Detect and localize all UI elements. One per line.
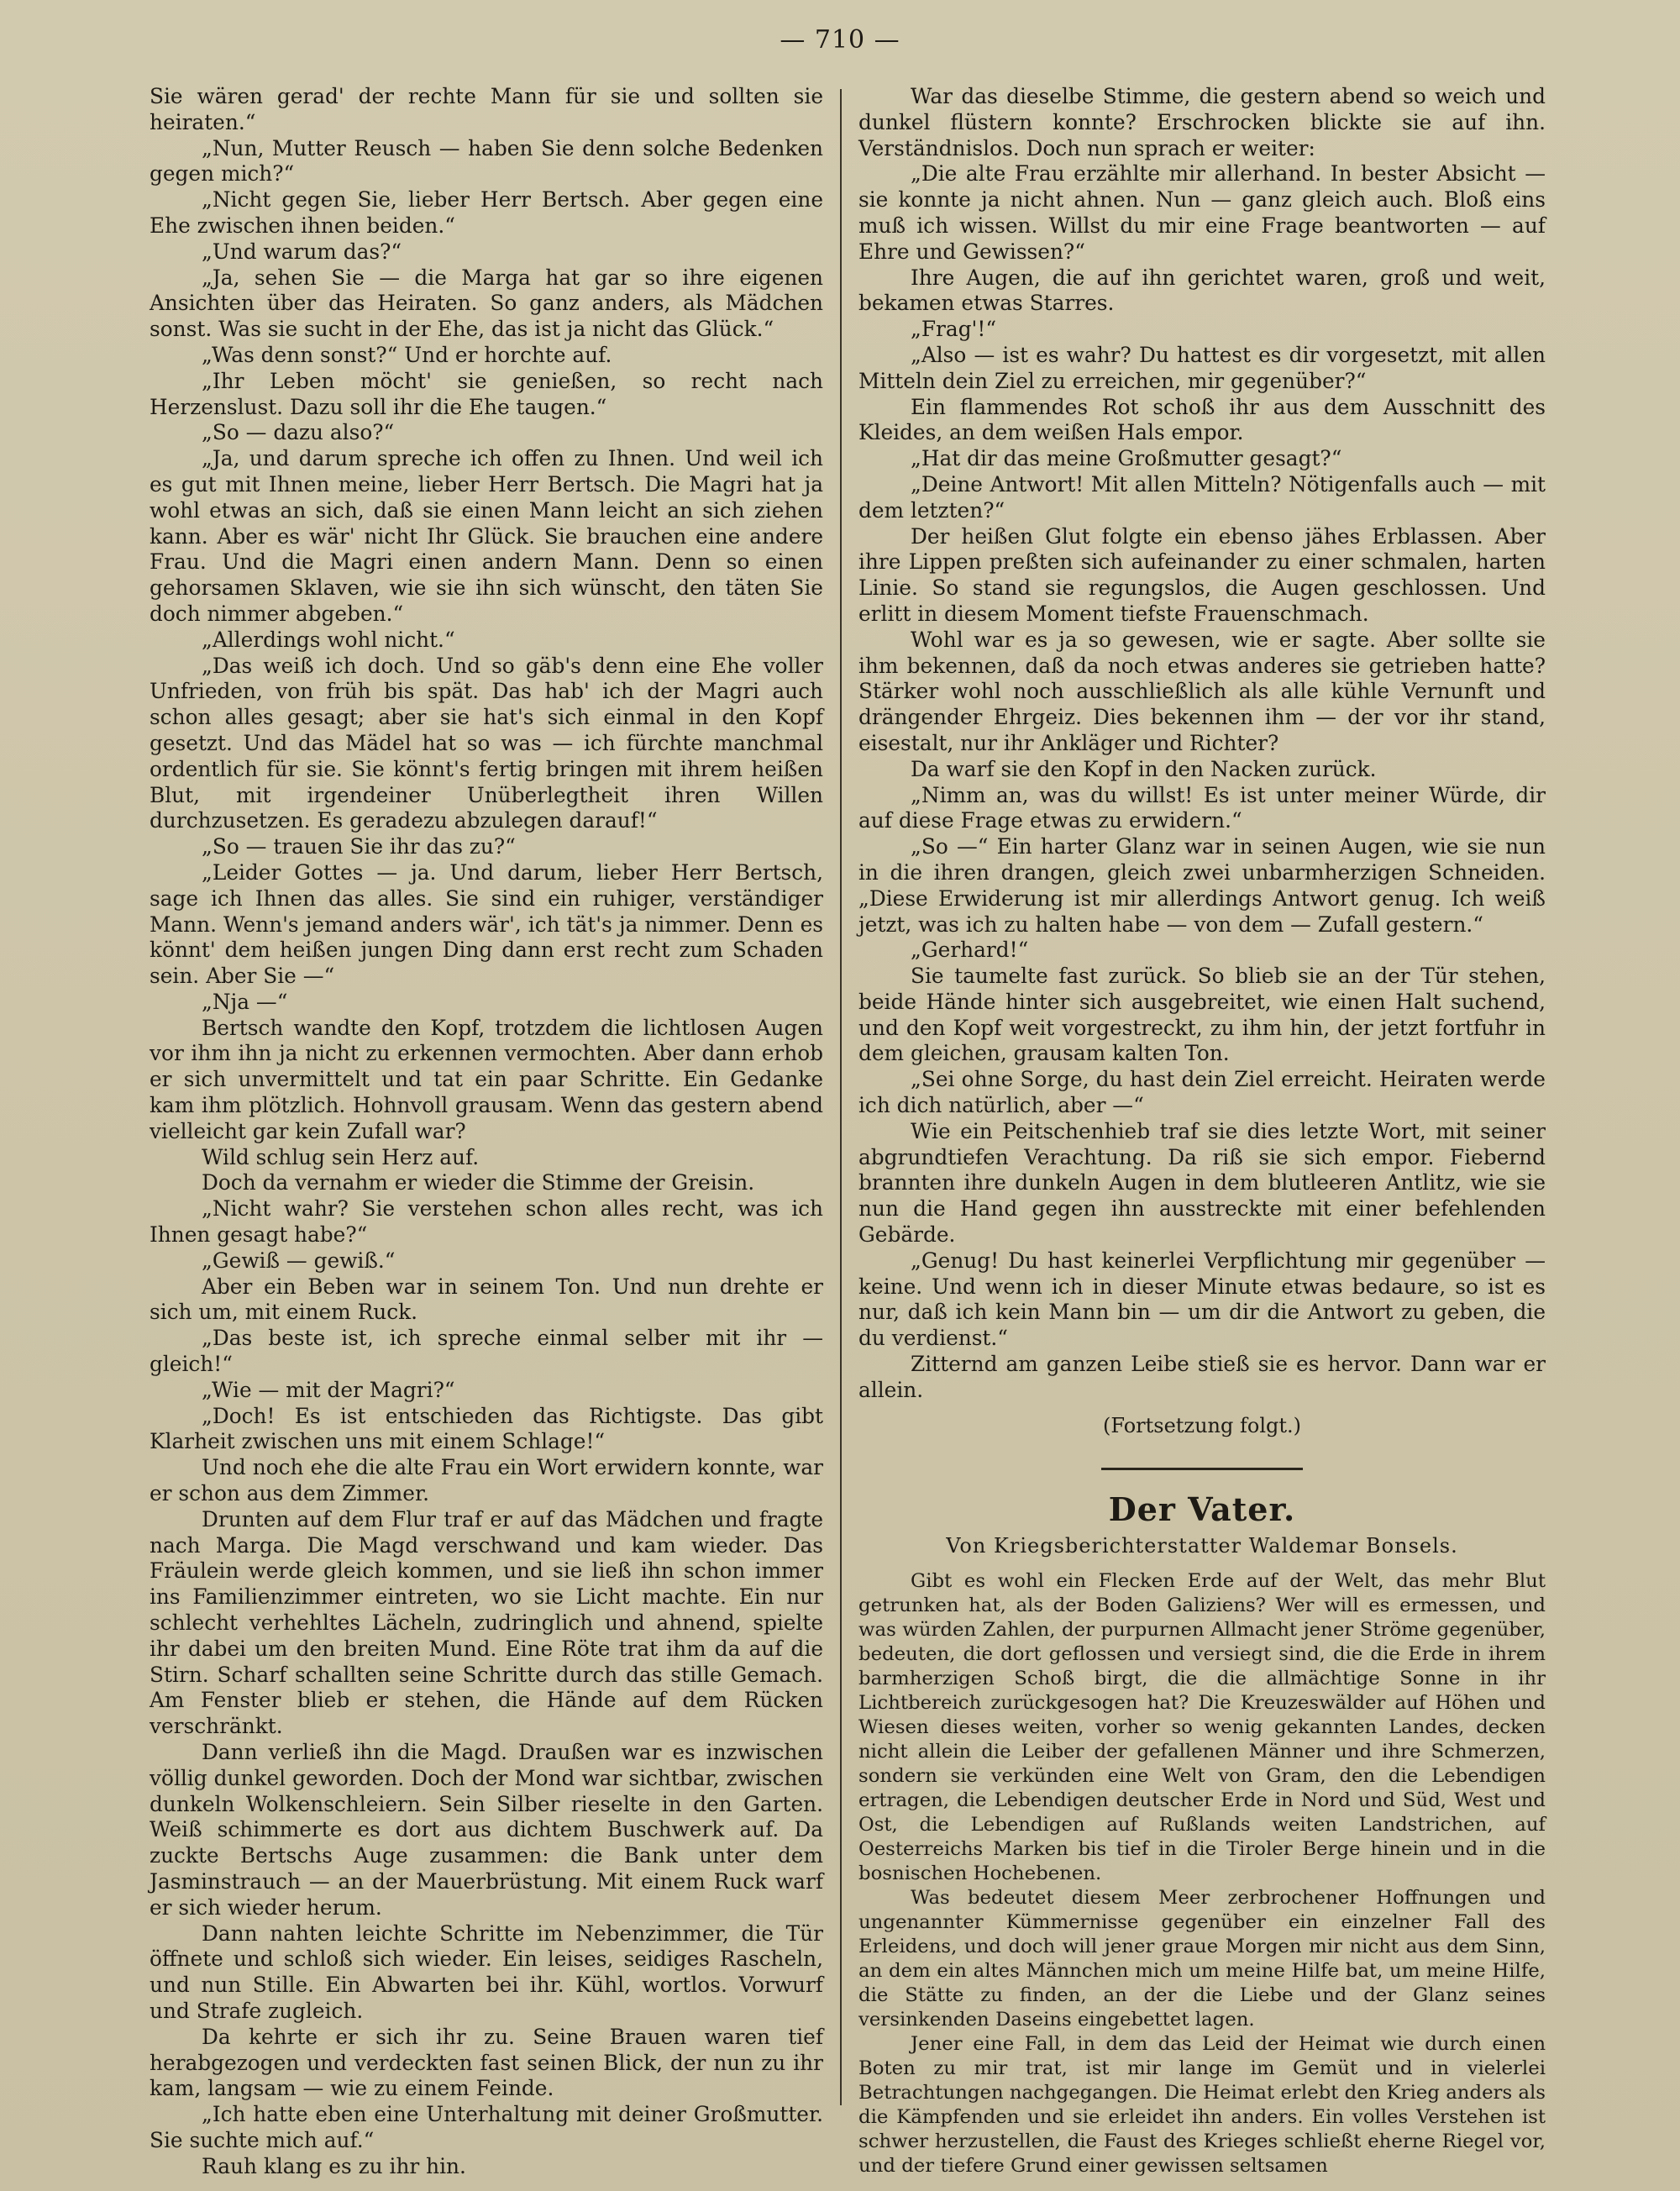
paragraph: „Frag'!“: [911, 317, 997, 342]
paragraph: Aber ein Beben war in seinem Ton. Und nun drehte er sich um, mit einem Ruck.: [150, 1274, 823, 1325]
paragraph: Gibt es wohl ein Flecken Erde auf der Welt, das mehr Blut getrunken hat, als der Boden Galiziens? Wer will es ermessen, und was würden Zahlen, der purpurnen Allmacht jener Ströme gegenüber, bedeuten, die dort geflossen und versiegt sind, die die Erde in ihrem barmherzigen Schoß birgt, die die allmächtige Sonne in ihr Lichtbereich zurückgesogen hat? Die Kreuzeswälder auf Höhen und Wiesen dieses weiten, vorher so wenig gekannten Landes, decken nicht allein die Leiber der gefallenen Männer und ihre Schmerzen, sondern sie verkünden eine Welt von Gram, den die Lebendigen ertragen, die Lebendigen deutscher Erde in Nord und Süd, West und Ost, die Lebendigen auf Rußlands weiten Landstrichen, auf Oesterreichs Marken bis tief in die Tiroler Berge hinein und in die bosnischen Hochebenen.: [858, 1569, 1546, 1884]
paragraph: „Nimm an, was du willst! Es ist unter meiner Würde, dir auf diese Frage etwas zu erwidern.“: [858, 782, 1546, 833]
paragraph: Wohl war es ja so gewesen, wie er sagte. Aber sollte sie ihm bekennen, daß da noch etwas anderes sie getrieben hatte? Stärker wohl noch ausschließlich als alle kühle Vernunft und drängender Ehrgeiz. Dies bekennen ihm — der vor ihr stand, eisestalt, nur ihr Ankläger und Richter?: [858, 627, 1546, 755]
paragraph: Da warf sie den Kopf in den Nacken zurück.: [911, 756, 1377, 781]
paragraph: „So — trauen Sie ihr das zu?“: [202, 834, 516, 859]
paragraph: Sie wären gerad' der rechte Mann für sie und sollten sie heiraten.“: [150, 84, 823, 134]
paragraph: „Genug! Du hast keinerlei Verpflichtung mir gegenüber — keine. Und wenn ich in dieser Minute etwas bedaure, so ist es nur, daß ich kein Mann bin — um dir die Antwort zu geben, die du verdienst.“: [858, 1248, 1546, 1351]
article-body: [858, 1569, 1546, 2178]
paragraph: „Nja —“: [202, 989, 288, 1014]
paragraph: „Ich hatte eben eine Unterhaltung mit deiner Großmutter. Sie suchte mich auf.“: [150, 2102, 823, 2152]
paragraph: „Ja, und darum spreche ich offen zu Ihnen. Und weil ich es gut mit Ihnen meine, lieber Herr Bertsch. Die Magri hat ja wohl etwas an sich, daß sie einen Mann leicht an sich ziehen kann. Aber es wär' nicht Ihr Glück. Sie brauchen eine andere Frau. Und die Magri einen andern Mann. Denn so einen gehorsamen Sklaven, wie sie ihn sich wünscht, den täten Sie doch nimmer abgeben.“: [150, 446, 823, 626]
paragraph: „Die alte Frau erzählte mir allerhand. In bester Absicht — sie konnte ja nicht ahnen. Nun — ganz gleich auch. Bloß eins muß ich wissen. Willst du mir eine Frage beantworten — auf Ehre und Gewissen?“: [858, 161, 1546, 264]
paragraph: „Sei ohne Sorge, du hast dein Ziel erreicht. Heiraten werde ich dich natürlich, aber —“: [858, 1067, 1546, 1118]
paragraph: Drunten auf dem Flur traf er auf das Mädchen und fragte nach Marga. Die Magd verschwand und kam wieder. Das Fräulein werde gleich kommen, und sie ließ ihn schon immer ins Familienzimmer eintreten, wo sie Licht machte. Ein nur schlecht verhehltes Lächeln, zudringlich und ahnend, spielte ihr dabei um den breiten Mund. Eine Röte trat ihm da auf die Stirn. Scharf schallten seine Schritte durch das stille Gemach. Am Fenster blieb er stehen, die Hände auf dem Rücken verschränkt.: [150, 1506, 823, 1739]
paragraph: „Ja, sehen Sie — die Marga hat gar so ihre eigenen Ansichten über das Heiraten. So ganz anders, als Mädchen sonst. Was sie sucht in der Ehe, das ist ja nicht das Glück.“: [150, 265, 823, 342]
paragraph: Wild schlug sein Herz auf.: [202, 1144, 480, 1169]
paragraph: „Nicht wahr? Sie verstehen schon alles recht, was ich Ihnen gesagt habe?“: [150, 1196, 823, 1248]
paragraph: Rauh klang es zu ihr hin.: [202, 2153, 466, 2178]
paragraph: „Gewiß — gewiß.“: [202, 1248, 396, 1273]
paragraph: „Ihr Leben möcht' sie genießen, so recht nach Herzenslust. Dazu soll ihr die Ehe taugen.“: [150, 368, 823, 419]
paragraph: Doch da vernahm er wieder die Stimme der Greisin.: [202, 1170, 755, 1195]
paragraph: Dann nahten leichte Schritte im Nebenzimmer, die Tür öffnete und schloß sich wieder. Ein leises, seidiges Rascheln, und nun Stille. Ein Abwarten bei ihr. Kühl, wortlos. Vorwurf und Strafe zugleich.: [150, 1920, 823, 2023]
paragraph: „Also — ist es wahr? Du hattest es dir vorgesetzt, mit allen Mitteln dein Ziel zu erreichen, mir gegenüber?“: [858, 342, 1546, 393]
paragraph: Zitternd am ganzen Leibe stieß sie es hervor. Dann war er allein.: [858, 1352, 1546, 1402]
paragraph: Sie taumelte fast zurück. So blieb sie an der Tür stehen, beide Hände hinter sich ausgebreitet, wie einen Halt suchend, und den Kopf weit vorgestreckt, zu ihm hin, der jetzt fortfuhr in dem gleichen, grausam kalten Ton.: [858, 964, 1546, 1066]
paragraph: Was bedeutet diesem Meer zerbrochener Hoffnungen und ungenannter Kümmernisse gegenüber ein einzelner Fall des Erleidens, und doch will jener graue Morgen mir nicht aus dem Sinn, an dem ein altes Männchen mich um meine Hilfe bat, um meine Hilfe, die Stätte zu finden, an der die Liebe und der Glanz seines versinkenden Daseins eingebettet lagen.: [858, 1886, 1546, 2031]
paragraph: „So —“ Ein harter Glanz war in seinen Augen, wie sie nun in die ihren drangen, gleich zwei unbarmherzigen Schneiden. „Diese Erwiderung ist mir allerdings Antwort genug. Ich weiß jetzt, was ich zu halten habe — von dem — Zufall gestern.“: [858, 834, 1546, 937]
article-title: Der Vater.: [1108, 1490, 1296, 1528]
paragraph: „Und warum das?“: [202, 239, 402, 264]
paragraph: „Hat dir das meine Großmutter gesagt?“: [911, 446, 1342, 471]
article-byline: Von Kriegsberichterstatter Waldemar Bonsels.: [946, 1533, 1458, 1558]
paragraph: „Wie — mit der Magri?“: [202, 1377, 455, 1402]
paragraph: Der heißen Glut folgte ein ebenso jähes Erblassen. Aber ihre Lippen preßten sich aufeinander zu einer schmalen, harten Linie. So stand sie regungslos, die Augen geschlossen. Und erlitt in diesem Moment tiefste Frauenschmach.: [858, 523, 1546, 626]
paragraph: „Deine Antwort! Mit allen Mitteln? Nötigenfalls auch — mit dem letzten?“: [858, 471, 1546, 523]
paragraph: Ein flammendes Rot schoß ihr aus dem Ausschnitt des Kleides, an dem weißen Hals empor.: [858, 394, 1546, 445]
paragraph: Bertsch wandte den Kopf, trotzdem die lichtlosen Augen vor ihm ihn ja nicht zu erkennen vermochten. Aber dann erhob er sich unvermittelt und tat ein paar Schritte. Ein Gedanke kam ihm plötzlich. Hohnvoll grausam. Wenn das gestern abend vielleicht gar kein Zufall war?: [150, 1015, 823, 1143]
story-continuation: [858, 84, 1546, 1404]
section-divider: [1101, 1468, 1303, 1470]
right-column: [858, 84, 1546, 2178]
paragraph: „Was denn sonst?“ Und er horchte auf.: [202, 342, 612, 367]
paragraph: „Das weiß ich doch. Und so gäb's denn eine Ehe voller Unfrieden, von früh bis spät. Das hab' ich der Magri auch schon alles gesagt; aber sie hat's sich einmal in den Kopf gesetzt. Und das Mädel hat so was — ich fürchte manchmal ordentlich für sie. Sie könnt's fertig bringen mit ihrem heißen Blut, mit irgendeiner Unüberlegtheit ihren Willen durchzusetzen. Es geradezu abzulegen darauf!“: [150, 653, 823, 833]
paragraph: Dann verließ ihn die Magd. Draußen war es inzwischen völlig dunkel geworden. Doch der Mond war sichtbar, zwischen dunkeln Wolkenschleiern. Sein Silber rieselte in den Garten. Weiß schimmerte es dort aus dichtem Buschwerk auf. Da zuckte Bertschs Auge zusammen: die Bank unter dem Jasminstrauch — an der Mauerbrüstung. Mit einem Ruck warf er sich wieder herum.: [150, 1740, 823, 1920]
paragraph: „Leider Gottes — ja. Und darum, lieber Herr Bertsch, sage ich Ihnen das alles. Sie sind ein ruhiger, verständiger Mann. Wenn's jemand anders wär', ich tät's ja nimmer. Denn es könnt' dem heißen jungen Ding dann erst recht zum Schaden sein. Aber Sie —“: [150, 859, 823, 989]
paragraph: „Das beste ist, ich spreche einmal selber mit ihr — gleich!“: [150, 1326, 823, 1377]
left-column: [150, 84, 823, 2180]
continuation-note: (Fortsetzung folgt.): [1103, 1413, 1301, 1437]
paragraph: „Doch! Es ist entschieden das Richtigste. Das gibt Klarheit zwischen uns mit einem Schlage!“: [150, 1403, 823, 1454]
column-divider: [840, 89, 842, 2105]
page-number: — 710 —: [780, 25, 900, 55]
paragraph: „Allerdings wohl nicht.“: [202, 627, 455, 652]
paragraph: Wie ein Peitschenhieb traf sie dies letzte Wort, mit seiner abgrundtiefen Verachtung. Da riß sie sich empor. Fiebernd brannten ihre dunkeln Augen in dem blutleeren Antlitz, wie sie nun die Hand gegen ihn ausstreckte mit einer befehlenden Gebärde.: [858, 1118, 1546, 1248]
paragraph: „So — dazu also?“: [202, 420, 395, 445]
paragraph: „Nun, Mutter Reusch — haben Sie denn solche Bedenken gegen mich?“: [150, 135, 823, 187]
paragraph: „Gerhard!“: [911, 938, 1029, 963]
paragraph: Und noch ehe die alte Frau ein Wort erwidern konnte, war er schon aus dem Zimmer.: [150, 1455, 823, 1506]
paragraph: Da kehrte er sich ihr zu. Seine Brauen waren tief herabgezogen und verdeckten fast seinen Blick, der nun zu ihr kam, langsam — wie zu einem Feinde.: [150, 2024, 823, 2101]
paragraph: War das dieselbe Stimme, die gestern abend so weich und dunkel flüstern konnte? Erschrocken blickte sie auf ihn. Verständnislos. Doch nun sprach er weiter:: [858, 84, 1546, 160]
paragraph: Ihre Augen, die auf ihn gerichtet waren, groß und weit, bekamen etwas Starres.: [858, 265, 1546, 316]
paragraph: „Nicht gegen Sie, lieber Herr Bertsch. Aber gegen eine Ehe zwischen ihnen beiden.“: [150, 187, 823, 238]
paragraph: Jener eine Fall, in dem das Leid der Heimat wie durch einen Boten zu mir trat, ist mir lange im Gemüt und in vielerlei Betrachtungen nachgegangen. Die Heimat erlebt den Krieg anders als die Kämpfenden und sie erleidet ihn anders. Ein volles Verstehen ist schwer herzustellen, die Faust des Krieges schließt eherne Riegel vor, und der tiefere Grund einer gewissen seltsamen: [858, 2032, 1546, 2177]
